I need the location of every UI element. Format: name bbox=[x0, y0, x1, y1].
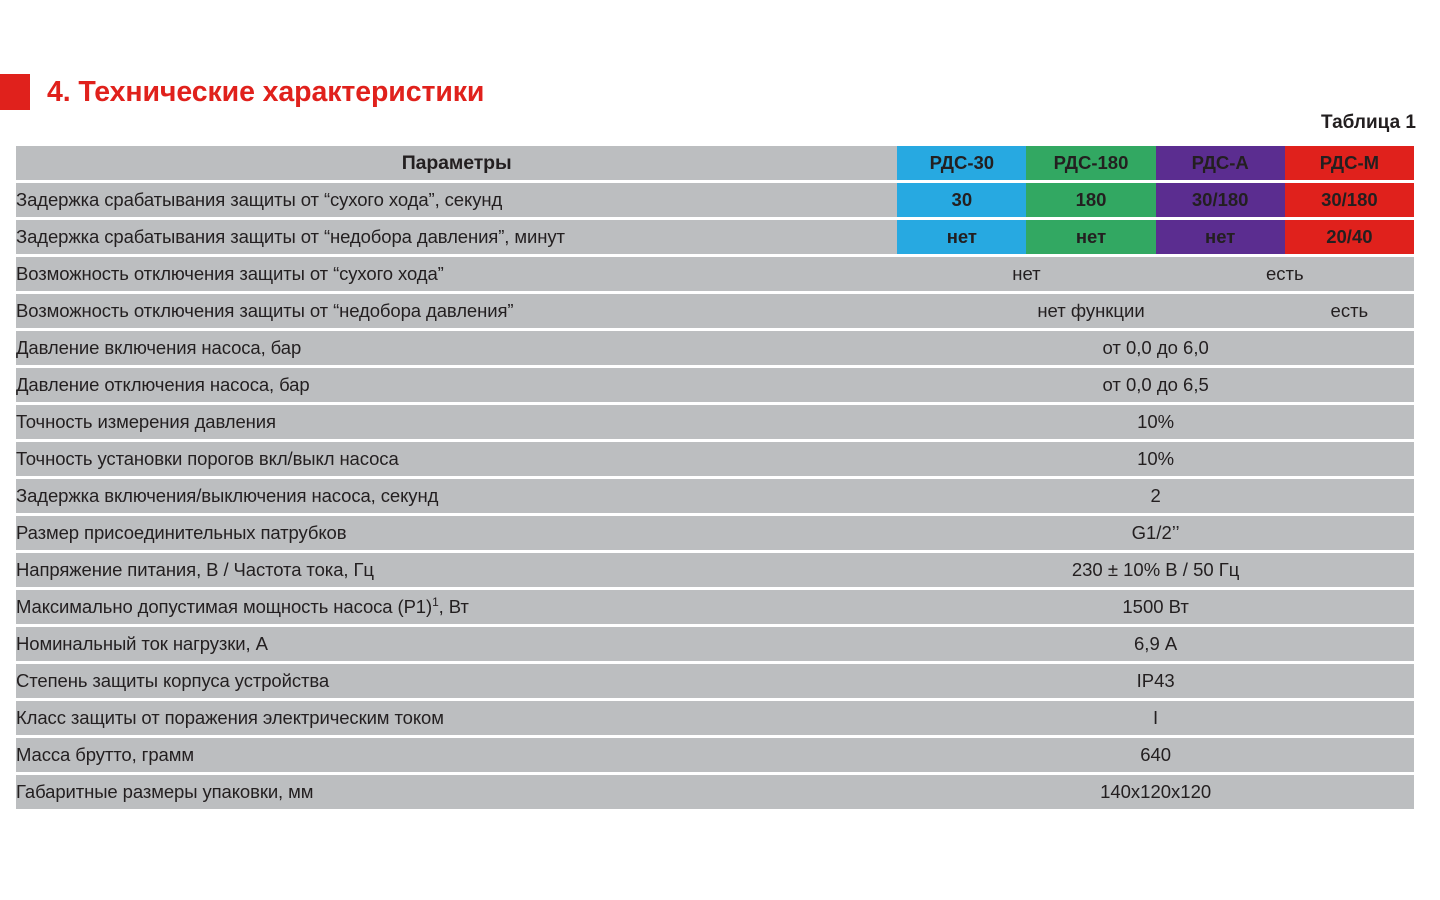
table-row bbox=[16, 664, 1414, 698]
footnote-marker: 1 bbox=[432, 595, 439, 610]
table-row bbox=[16, 553, 1414, 587]
row-label: Точность измерения давления bbox=[16, 405, 897, 439]
table-row bbox=[16, 701, 1414, 735]
cell-merged: есть bbox=[1285, 294, 1414, 328]
specs-table-wrapper bbox=[16, 143, 1414, 812]
cell-rdsa: нет bbox=[1156, 220, 1285, 254]
table-row bbox=[16, 331, 1414, 365]
cell-full-span: 230 ± 10% В / 50 Гц bbox=[897, 553, 1414, 587]
table-row bbox=[16, 627, 1414, 661]
table-row bbox=[16, 775, 1414, 809]
row-label: Давление отключения насоса, бар bbox=[16, 368, 897, 402]
row-label: Задержка включения/выключения насоса, секунд bbox=[16, 479, 897, 513]
table-row bbox=[16, 590, 1414, 624]
table-row bbox=[16, 405, 1414, 439]
column-header-rdsa: РДС-А bbox=[1156, 146, 1285, 180]
table-row bbox=[16, 516, 1414, 550]
specifications-table bbox=[16, 143, 1414, 812]
row-label: Точность установки порогов вкл/выкл насоса bbox=[16, 442, 897, 476]
row-label: Возможность отключения защиты от “сухого хода” bbox=[16, 257, 897, 291]
row-label: Габаритные размеры упаковки, мм bbox=[16, 775, 897, 809]
table-row bbox=[16, 442, 1414, 476]
table-header-row bbox=[16, 146, 1414, 180]
row-label: Давление включения насоса, бар bbox=[16, 331, 897, 365]
cell-merged: есть bbox=[1156, 257, 1414, 291]
cell-full-span: от 0,0 до 6,5 bbox=[897, 368, 1414, 402]
cell-rds30: нет bbox=[897, 220, 1026, 254]
cell-full-span: 10% bbox=[897, 405, 1414, 439]
column-header-rdsm: РДС-М bbox=[1285, 146, 1414, 180]
column-header-param: Параметры bbox=[16, 146, 897, 180]
row-label: Максимально допустимая мощность насоса (P1)$^1$, Вт bbox=[16, 590, 897, 624]
cell-rdsa: 30/180 bbox=[1156, 183, 1285, 217]
table-row bbox=[16, 294, 1414, 328]
row-label: Задержка срабатывания защиты от “недобора давления”, минут bbox=[16, 220, 897, 254]
row-label: Класс защиты от поражения электрическим током bbox=[16, 701, 897, 735]
cell-rds30: 30 bbox=[897, 183, 1026, 217]
page-title: 4. Технические характеристики bbox=[47, 75, 485, 108]
cell-full-span: I bbox=[897, 701, 1414, 735]
row-label: Размер присоединительных патрубков bbox=[16, 516, 897, 550]
row-label: Напряжение питания, В / Частота тока, Гц bbox=[16, 553, 897, 587]
cell-rdsm: 20/40 bbox=[1285, 220, 1414, 254]
cell-full-span: 1500 Вт bbox=[897, 590, 1414, 624]
cell-full-span: 640 bbox=[897, 738, 1414, 772]
column-header-rds30: РДС-30 bbox=[897, 146, 1026, 180]
cell-full-span: от 0,0 до 6,0 bbox=[897, 331, 1414, 365]
cell-full-span: G1/2’’ bbox=[897, 516, 1414, 550]
table-row bbox=[16, 479, 1414, 513]
table-caption: Таблица 1 bbox=[1320, 112, 1416, 133]
row-label: Возможность отключения защиты от “недобора давления” bbox=[16, 294, 897, 328]
table-row bbox=[16, 220, 1414, 254]
cell-full-span: 140x120x120 bbox=[897, 775, 1414, 809]
cell-full-span: 10% bbox=[897, 442, 1414, 476]
cell-full-span: 6,9 А bbox=[897, 627, 1414, 661]
cell-full-span: 2 bbox=[897, 479, 1414, 513]
cell-rds180: нет bbox=[1026, 220, 1155, 254]
cell-merged: нет bbox=[897, 257, 1155, 291]
section-heading bbox=[0, 74, 484, 110]
row-label: Задержка срабатывания защиты от “сухого хода”, секунд bbox=[16, 183, 897, 217]
row-label: Номинальный ток нагрузки, А bbox=[16, 627, 897, 661]
table-row bbox=[16, 368, 1414, 402]
row-label: Масса брутто, грамм bbox=[16, 738, 897, 772]
cell-rdsm: 30/180 bbox=[1285, 183, 1414, 217]
table-row bbox=[16, 183, 1414, 217]
heading-marker-icon bbox=[0, 74, 30, 110]
cell-full-span: IP43 bbox=[897, 664, 1414, 698]
cell-merged: нет функции bbox=[897, 294, 1285, 328]
cell-rds180: 180 bbox=[1026, 183, 1155, 217]
table-row bbox=[16, 257, 1414, 291]
row-label: Степень защиты корпуса устройства bbox=[16, 664, 897, 698]
column-header-rds180: РДС-180 bbox=[1026, 146, 1155, 180]
table-row bbox=[16, 738, 1414, 772]
